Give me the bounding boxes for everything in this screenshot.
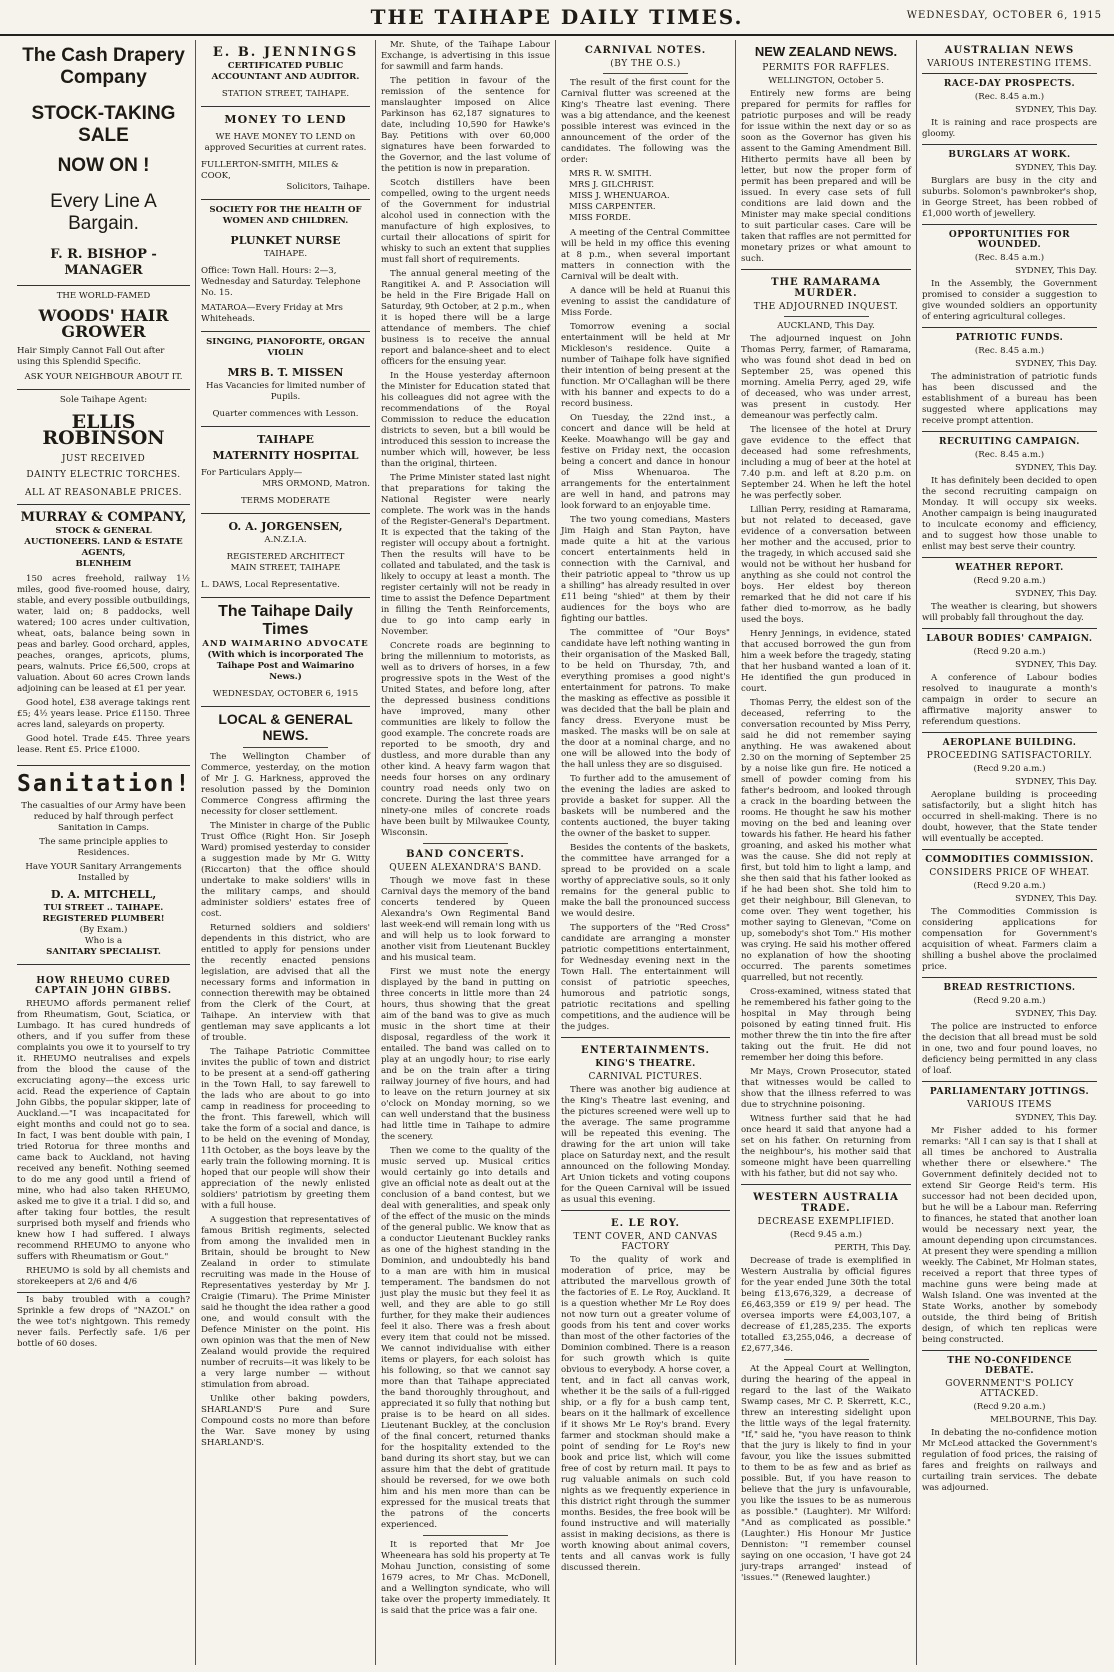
aus-item-head: PARLIAMENTARY JOTTINGS. <box>929 1087 1090 1097</box>
aus-item-sub: CONSIDERS PRICE OF WHEAT. <box>929 868 1090 878</box>
aus-item-text: Mr Fisher added to his former remarks: "All I can say is that I shall at all times be anchored to Australia whether there or elsewhere." The Government definitely decided not to extend Sir George Reid's term. His successor had not been decided upon, but he will be a Labour man. Referring to finances, he stated that another loan would be necessary next year, the amount depending upon circumstances. At present they were spending a million weekly. The Cabinet, Mr Holman states, received a report that three types of machine guns were being made at Walsh Island. One was invented at the State Works, another by somebody outside, the third being of British design, of which ten replicas were being constructed. <box>922 1126 1097 1345</box>
aus-item <box>922 224 1097 323</box>
wa-rec: (Recd 9.45 a.m.) <box>790 1230 862 1240</box>
rheumo-p1: RHEUMO affords permanent relief from Rheumatism, Gout, Sciatica, or Lumbago. It has cured hundreds of others, and if you suffer from these complaints you owe it to yourself to try it. RHEUMO neutralises and expels from the blood the cause of the excruciating agony—the excess uric acid. Read the experience of Captain John Gibbs, the popular skipper, late of Auckland.—"I was incapacitated for eight months and could not go to sea. In fact, I was bent double with pain, I tried Rotorua for three months and came back to Auckland, not having received any benefit. Nothing seemed to do me any good until a friend of mine, who had also taken RHEUMO, asked me to give it a trial. I did so, and after taking four bottles, the result surprised both myself and friends who knew how I had suffered. I always recommend RHEUMO to anyone who suffers with Rheumatism or Gout." <box>17 999 190 1262</box>
aus-item-text: The police are instructed to enforce the decision that all bread must be sold in one, two and four pound loaves, no deficiency being permitted in any class of loaf. <box>922 1022 1097 1076</box>
cash-drapery-ad <box>17 40 190 286</box>
mitchell-name: D. A. MITCHELL, <box>50 888 157 901</box>
aus-item-head: WEATHER REPORT. <box>955 563 1064 573</box>
aus-item-head: PATRIOTIC FUNDS. <box>955 333 1064 343</box>
aus-item-rec: (Recd 9.20 a.m.) <box>973 1402 1046 1412</box>
hospital-ad <box>201 427 370 514</box>
candidate: MISS FORDE. <box>569 213 631 223</box>
carnival-sub: (BY THE O.S.) <box>610 59 681 69</box>
aus-item-rec: (Recd 9.20 a.m.) <box>973 881 1046 891</box>
masthead-date: WEDNESDAY, OCTOBER 6, 1915 <box>906 10 1102 21</box>
jennings-name: E. B. JENNINGS <box>212 45 359 60</box>
woods-line1: Hair Simply Cannot Fall Out after using this Splendid Specific. <box>17 346 165 367</box>
murder-dateline: AUCKLAND, This Day. <box>777 321 875 331</box>
mitchell-plumber: REGISTERED PLUMBER! <box>42 914 165 924</box>
aus-item-head: THE NO-CONFIDENCE DEBATE. <box>947 1356 1072 1376</box>
entertainments-para: There was another big audience at the King's Theatre last evening, and the pictures screened were well up to the average. The same programme will be repeated this evening. The drawing for the art union will take place on Saturday next, and the result announced on the following Monday. Art Union tickets and voting coupons for the Queen Carnival will be issued as usual this evening. <box>561 1085 730 1205</box>
local-news-head: LOCAL & GENERAL NEWS. <box>218 711 353 743</box>
aus-item-head: RACE-DAY PROSPECTS. <box>943 79 1076 89</box>
aus-item-text: Aeroplane building is proceeding satisfactorily, but a slight hitch has occurred in shell-making. There is no doubt, however, that the State tender will eventually be accepted. <box>922 790 1097 844</box>
band-para-2: First we must note the energy displayed by the band in putting on three concerts in little more than 24 hours, thus showing that the great aim of the band was to give as much music in the short time at their disposal, regardless of the work it entailed. The band was called on to play at an ungodly hour; to rise early and be on the train after a tiring railway journey of five hours, and had to leave on the return journey at six o'clock on Monday morning, so we can well understand that the business had little time in Taihape to admire the scenery. <box>381 967 550 1142</box>
raffles-para: Entirely new forms are being prepared for permits for raffles for patriotic purposes and will be ready for issue within the next day or so as soon as the Governor has given his assent to the Gaming Amendment Bill. Hitherto permits have all been by letter, but now the proper form of permit has been prepared and will be issued. In every case sets of full conditions are laid down and the Minister may make special conditions to suit particular cases. Care will be taken that raffles are not permitted for monetary prizes or what amount to such. <box>741 89 911 264</box>
hospital-l2: MRS ORMOND, Matron. <box>262 479 370 489</box>
sanitation-p3: Have YOUR Sanitary Arrangements Installed by <box>25 862 182 883</box>
hospital-l3: TERMS MODERATE <box>240 496 331 506</box>
aus-item <box>922 977 1097 1077</box>
raffles-dateline: WELLINGTON, October 5. <box>768 76 884 86</box>
aus-item-head: LABOUR BODIES' CAMPAIGN. <box>926 634 1093 644</box>
candidate: MRS J. GILCHRIST. <box>569 180 655 190</box>
carnival-para: The two young comedians, Masters Jim Haigh and Stan Payton, have made quite a hit at the various concert entertainments held in connection with the Carnival, and their patriotic appeal to "throw us up a shilling" has already resulted in over £11 being "shied" at them by their audiences for the boys who are fighting our battles. <box>561 515 730 624</box>
aus-item-text: It has definitely been decided to open the second recruiting campaign on Monday. It will occupy six weeks. Another campaign is being inaugurated to inculcate economy and efficiency, and to suggest how those unable to enlist may best serve their country. <box>922 476 1097 552</box>
murder-para: Witness further said that he had once heard it said that anyone had a set on his father. On returning from the neighbour's, his mother said that someone might have been quarrelling with his father, but did not say who. <box>741 1114 911 1179</box>
money-head: MONEY TO LEND <box>224 113 347 126</box>
cash-drapery-name: The Cash Drapery Company <box>22 45 185 88</box>
carnival-para: A meeting of the Central Committee will be held in my office this evening at 8 p.m., when several important matters in connection with the Carnival will be dealt with. <box>561 228 730 282</box>
carnival-para: Besides the contents of the baskets, the committee have arranged for a spread to be provided on a scale worthy of appreciative souls, so it only remains for the general public to make the ball the pronounced success we would desire. <box>561 843 730 919</box>
agent-label: Sole Taihape Agent: <box>59 395 148 405</box>
col3-para-2: The petition in favour of the remission of the sentence for manslaughter imposed on Alice Parkinson has 62,187 signatures to date, including 10,590 for Hawke's Bay. Petitions with over 60,000 signatures have been forwarded to the Governor, and the last volume of the petition is now in preparation. <box>381 76 550 174</box>
entertainments-head: ENTERTAINMENTS. <box>580 1045 711 1056</box>
agent-name: ELLIS ROBINSON <box>42 411 165 449</box>
aus-head: AUSTRALIAN NEWS <box>944 45 1075 56</box>
raffles-head: PERMITS FOR RAFFLES. <box>762 63 890 73</box>
sanitation-p1: The casualties of our Army have been reduced by half through perfect Sanitation in Camps. <box>21 801 186 833</box>
jorgensen-l3: L. DAWS, Local Representative. <box>201 580 340 590</box>
murder-para: Mr Mays, Crown Prosecutor, stated that witnesses would be called to show that the illness referred to was due to strychnine poisoning. <box>741 1067 911 1110</box>
wa-sub: DECREASE EXEMPLIFIED. <box>757 1217 895 1227</box>
carnival-para: To further add to the amusement of the evening the ladies are asked to provide a basket for supper. All the baskets will be numbered and the contents auctioned, the buyer taking the owner of the basket to supper. <box>561 774 730 839</box>
carnival-para: The committee of "Our Boys" candidate have left nothing wanting in their organisation of the Masked Ball, to be held on Thursday, 7th, and everything promises a good night's entertainment for patrons. To make the masking as effective as possible it was decided that the ball be plain and fancy dress. Everyone must be masked. The masks will be on sale at the door at a nominal charge, and no one will be allowed into the body of the hall unless they are so disguised. <box>561 628 730 770</box>
aus-item-rec: (Rec. 8.45 a.m.) <box>974 346 1045 356</box>
woods-name: WOODS' HAIR GROWER <box>38 306 169 341</box>
murder-para: The licensee of the hotel at Drury gave evidence to the effect that deceased had some refreshments, including a mug of beer at the hotel at 7.40 p.m. and left at 8.20 p.m. on September 24. When he left the hotel he was perfectly sober. <box>741 425 911 501</box>
torches-line1: JUST RECEIVED <box>61 454 146 464</box>
nazol-text: Is baby troubled with a cough? Sprinkle a few drops of "NAZOL" on the wee tot's nightgown. This remedy never fails. Perfectly safe. 1/6 per bottle of 60 doses. <box>17 1295 190 1349</box>
murray-sub: STOCK & GENERAL AUCTIONEERS. LAND & ESTATE AGENTS, <box>24 526 183 558</box>
masthead <box>0 0 1114 36</box>
local-para-4: The Taihape Patriotic Committee invites the public of town and district to be present at a send-off gathering in the Town Hall, to say farewell to the lads who are about to go into camp in readiness for proceeding to the front. This farewell, which will take the form of a social and dance, is to be held on the evening of Monday, 11th October, as the boys leave by the early train the following morning. It is hoped that our people will show their appreciation of the newly enlisted soldiers' patriotism by greeting them with a full house. <box>201 1047 370 1211</box>
aus-item-rec: (Rec. 8.45 a.m.) <box>974 450 1045 460</box>
aus-item-rec: (Recd 9.20 a.m.) <box>973 576 1046 586</box>
rheumo-ad <box>17 969 190 1288</box>
aus-item-text: The weather is clearing, but showers will probably fall throughout the day. <box>922 602 1097 623</box>
aus-item <box>922 1081 1097 1346</box>
jennings-addr: STATION STREET, TAIHAPE. <box>221 89 350 99</box>
local-para-2: The Minister in charge of the Public Trust Office (Right Hon. Sir Joseph Ward) promised yesterday to consider a suggestion made by Mr G. Witty (Riccarton) that the office should undertake to make soldiers' wills in the military camps, and should administer soldiers' estates free of cost. <box>201 821 370 919</box>
aus-item-head: OPPORTUNITIES FOR WOUNDED. <box>948 230 1071 250</box>
aus-item-sub: PROCEEDING SATISFACTORILY. <box>926 751 1093 761</box>
aus-item <box>922 1350 1097 1494</box>
kings-theatre: KING'S THEATRE. <box>595 1059 696 1069</box>
aus-item-head: BREAD RESTRICTIONS. <box>943 983 1076 993</box>
leroy-head: E. LE ROY. <box>610 1218 681 1229</box>
plunket-nurse: PLUNKET NURSE <box>230 234 341 247</box>
aus-item-head: COMMODITIES COMMISSION. <box>925 855 1094 865</box>
money-firm: FULLERTON-SMITH, MILES & COOK, <box>201 160 339 181</box>
missen-name: MRS B. T. MISSEN <box>227 366 344 379</box>
aus-items <box>922 73 1097 1494</box>
jorgensen-l1: REGISTERED ARCHITECT <box>226 552 345 562</box>
murder-para: Lillian Perry, residing at Ramarama, but not related to deceased, gave evidence of a conversation between her mother and the accused, prior to the tragedy, in which accused said she would not be without her husband for anything as she could not control the boys. Her eldest boy thereon remarked that he did not care if his father died to-morrow, as he badly used the boys. <box>741 505 911 625</box>
aus-item <box>922 732 1097 845</box>
appeal-para: At the Appeal Court at Wellington, during the hearing of the appeal in regard to the last of the Waikato Swamp cases, Mr C. P. Skerrett, K.C., threw an interesting sidelight upon the little ways of the legal fraternity. "If," said he, "you have reason to think that the jury is likely to find in your favour, you like the issues submitted to them to be as few and as brief as possible. But, if you have reason to believe that the jury is unfavourable, you like the issues to be as numerous as possible." (Laughter). Mr Wilford: "And as complicated as possible." (Laughter.) His Honour Mr Justice Denniston: "I remember counsel saying on one occasion, 'I have got 24 jury-traps arranged' instead of 'issues.'" (Renewed laughter.) <box>741 1364 911 1583</box>
candidate: MISS CARPENTER. <box>569 202 656 212</box>
aus-item-rec: (Recd 9.20 a.m.) <box>973 996 1046 1006</box>
band-para-4: It is reported that Mr Joe Wheeneara has sold his property at Te Mohau Junction, consisting of some 1679 acres, to Mr Chas. McDonell, and a Wellington syndicate, who will take over the property immediately. It is said that the price was a fair one. <box>381 1540 550 1616</box>
local-para-1: The Wellington Chamber of Commerce, yesterday, on the motion of Mr J. G. Harkness, approved the resolution passed by the Dominion Commerce Congress affirming the necessity for closer settlement. <box>201 752 370 817</box>
aus-item-text: The Commodities Commission is considering applications for compensation for Government's acquisition of wheat. Farmers claim a shilling a bushel above the proclaimed price. <box>922 907 1097 972</box>
woods-line2: ASK YOUR NEIGHBOUR ABOUT IT. <box>24 372 183 382</box>
money-role: Solicitors, Taihape. <box>286 182 370 192</box>
column-4 <box>555 40 735 1665</box>
paper-nameplate <box>201 598 370 707</box>
torches-line3: ALL AT REASONABLE PRICES. <box>24 488 183 498</box>
plunket-p2: MATAROA—Every Friday at Mrs Whiteheads. <box>201 303 343 324</box>
column-6 <box>916 40 1102 1665</box>
local-para-3: Returned soldiers and soldiers' dependents in this district, who are entitled to apply for pensions under the recently enacted pensions legislation, are advised that all the necessary forms and information in connection therewith may be obtained from the Clerk of the Court, at Taihape. An interview with that gentleman may save applicants a lot of trouble. <box>201 923 370 1043</box>
missen-line: SINGING, PIANOFORTE, ORGAN VIOLIN <box>206 337 365 358</box>
aus-item-dateline: SYDNEY, This Day. <box>1015 463 1097 473</box>
murder-para: Thomas Perry, the eldest son of the deceased, referring to the conversation recounted by Miss Perry, said he did not remember saying anything. He was awakened about 2.30 on the morning of September 25 by a noise like gun fire. He noticed a smell of powder coming from his father's bedroom, and looked through a crack in the boarding between the rooms. He thought he saw his mother moving on the bed and leaning over towards his father. He heard his father groaning, and asked his mother what was the cause. She did not reply at first, but told him to light a lamp, and she then said that his father looked as if he had been shot. She told him to get their neighbour, Bill Glenevan, to come over. They went together, his mother saying to Glenevan, "Come on up, somebody's shot Tom." His mother was crying. He said his mother offered no explanation of how the shooting occurred. The parents sometimes quarrelled, but not recently. <box>741 698 911 983</box>
aus-item <box>922 557 1097 624</box>
rheumo-p2: RHEUMO is sold by all chemists and storekeepers at 2/6 and 4/6 <box>17 1266 190 1287</box>
aus-item <box>922 327 1097 427</box>
aus-item-head: BURGLARS AT WORK. <box>948 150 1071 160</box>
murder-sub: THE ADJOURNED INQUEST. <box>753 302 899 312</box>
jorgensen-ad <box>201 514 370 598</box>
candidate: MISS J. WHENUAROA. <box>569 191 670 201</box>
murray-ad <box>17 505 190 766</box>
every-line-bargain: Every Line A Bargain. <box>50 191 157 234</box>
band-para-3: Then we come to the quality of the music served up. Musical critics would certainly go into details and give an official note as dealt out at the conclusion of a band contest, but we deal with generalities, and speak only of the effect of the music on the minds of the general public. We know that as a conductor Lieutenant Buckley ranks as one of the highest standing in the Dominion, and undoubtedly his band to a man are with him in musical temperament. The bandsmen do not just play the music but they feel it as well, and they are able to go still further, for they make their audiences feel it also. There was a fresh about every item that could not be missed. We cannot individualise with either items or players, for each soloist has his following, so that we cannot say more than that Taihape appreciated the band thoroughly throughout, and appreciated it so fully that nothing but praise is to be heard on all sides. Lieutenant Buckley, at the conclusion of the final concert, returned thanks for the hospitality extended to the band during its short stay, but we can assure him that the debt of gratitude should be reversed, for we owe both him and his men more than can be expressed for the musical treats that the patrons of the concerts experienced. <box>381 1146 550 1530</box>
plunket-society: SOCIETY FOR THE HEALTH OF WOMEN AND CHILDREN. <box>209 205 362 226</box>
aus-item <box>922 144 1097 220</box>
sanitation-p2: The same principle applies to Residences. <box>39 837 168 858</box>
hospital-head1: TAIHAPE <box>257 433 314 446</box>
carnival-para: On Tuesday, the 22nd inst., a concert and dance will be held at Keeke. Moawhango will be gay and festive on Friday next, the occasion being a concert and dance in honour of Miss Whenuaroa. The arrangements for the entertainment are well in hand, and patrons may look forward to an enjoyable time. <box>561 413 730 511</box>
col3-para-5: In the House yesterday afternoon the Minister for Education stated that his colleagues did not agree with the recommendations of the Royal Commission to reduce the education districts to seven, but a bill would be introduced this session to increase the number which will, however, be less than the original, thirteen. <box>381 371 550 469</box>
woods-intro: THE WORLD-FAMED <box>56 291 151 301</box>
wa-dateline: PERTH, This Day. <box>834 1243 911 1253</box>
plunket-ad <box>201 200 370 332</box>
aus-item-rec: (Recd 9.20 a.m.) <box>973 647 1046 657</box>
band-para-1: Though we move fast in these Carnival days the memory of the band concerts tendered by Queen Alexandra's Own Regimental Band last week-end will remain long with us and will help us to look forward to another visit from Lieutenant Buckley and his musical team. <box>381 876 550 963</box>
torches-line2: DAINTY ELECTRIC TORCHES. <box>26 470 181 480</box>
mitchell-exam: (By Exam.) <box>79 925 128 935</box>
col3-para-6: The Prime Minister stated last night that preparations for taking the National Register were nearly complete. The work was in the hands of the Register-General's Department. It is expected that the taking of the register will occupy about a fortnight. Then the results will have to be collated and tabulated, and the task is likely to occupy at least a month. The register certainly will not be ready in time to assist the Defence Department in filling the Tenth Reinforcements, due to go into camp early in November. <box>381 473 550 637</box>
aus-item-text: In the Assembly, the Government promised to consider a suggestion to give wounded soldiers an opportunity of entering agricultural colleges. <box>922 279 1097 322</box>
col3-para-7: Concrete roads are beginning to bring the millennium to motorists, as well as to drivers of horses, in a few progressive spots in the West of the United States, and before long, after the depressed business conditions have improved, many other communities are likely to follow the good example. The concrete roads are reported to be smooth, dry and dustless, and more durable than any other kind. A heavy farm wagon that needs four horses on any ordinary country road needs only two on concrete. During the last three years ninety-one miles of concrete roads have been built by Milwaukee County, Wisconsin. <box>381 641 550 838</box>
hospital-head2: MATERNITY HOSPITAL <box>212 449 359 462</box>
column-3 <box>375 40 555 1665</box>
missen-p1: Has Vacancies for limited number of Pupils. <box>206 381 365 402</box>
carnival-p1: The result of the first count for the Carnival flutter was screened at the King's Theatre last evening. There was a big attendance, and the keenest possible interest was evinced in the announcement of the order of the candidates. The following was the order: <box>561 78 730 165</box>
carnival-para: The supporters of the "Red Cross" candidate are arranging a monster patriotic competitions entertainment, for Wednesday evening next in the Town Hall. The entertainment will consist of patriotic speeches, humorous and patriotic songs, patriotic recitations and spelling competitions, and the audience will be the judges. <box>561 923 730 1032</box>
murray-name: MURRAY & COMPANY, <box>20 510 187 525</box>
aus-item-text: It is raining and race prospects are gloomy. <box>922 118 1097 139</box>
aus-item-sub: GOVERNMENT'S POLICY ATTACKED. <box>945 1379 1074 1399</box>
aus-item-dateline: SYDNEY, This Day. <box>1015 105 1097 115</box>
murder-para: Cross-examined, witness stated that he remembered his father going to the hospital in May through being poisoned by eating tinned fruit. His mother threw the tin into the fire after taking out the fruit. He did not remember her doing this before. <box>741 987 911 1063</box>
ellis-robinson-ad <box>17 390 190 505</box>
col3-para-4: The annual general meeting of the Rangitikei A. and P. Association will be held in the Fire Brigade Hall on Saturday, 9th October, at 2 p.m., when it is hoped there will be a large attendance of members. The chief business is to receive the annual report and balance-sheet and to elect officers for the ensuing year. <box>381 269 550 367</box>
aus-item-dateline: SYDNEY, This Day. <box>1015 894 1097 904</box>
aus-item-dateline: SYDNEY, This Day. <box>1015 1009 1097 1019</box>
aus-item-dateline: SYDNEY, This Day. <box>1015 589 1097 599</box>
carnival-pictures: CARNIVAL PICTURES. <box>588 1072 703 1082</box>
murder-head: THE RAMARAMA MURDER. <box>771 277 881 299</box>
masthead-title: THE TAIHAPE DAILY TIMES. <box>370 5 744 29</box>
aus-item-head: RECRUITING CAMPAIGN. <box>939 437 1080 447</box>
paper-note: (With which is incorporated The Taihape Post and Waimarino News.) <box>207 650 364 682</box>
missen-ad <box>201 332 370 427</box>
woods-ad <box>17 286 190 390</box>
aus-item <box>922 73 1097 140</box>
carnival-para: Tomorrow evening a social entertainment will be held at Mr Mickleson's residence. Quite a number of Taihape folk have signified their intention of being present at the function. Mr O'Callaghan will be there with his banner and expects to do a record business. <box>561 322 730 409</box>
manager-line: F. R. BISHOP - MANAGER <box>50 247 157 278</box>
column-5 <box>735 40 916 1665</box>
aus-sub: VARIOUS INTERESTING ITEMS. <box>927 59 1092 69</box>
jorgensen-l2: MAIN STREET, TAIHAPE <box>230 563 341 573</box>
aus-item-rec: (Rec. 8.45 a.m.) <box>974 253 1045 263</box>
col3-para-1: Mr. Shute, of the Taihape Labour Exchange, is advertising in this issue for sawmill and farm hands. <box>381 40 550 72</box>
local-para-6: Unlike other baking powders, SHARLAND'S Pure and Sure Compound costs no more than before the War. Save money by using SHARLAND'S. <box>201 1394 370 1448</box>
murray-p3: Good hotel. Trade £45. Three years lease. Rent £5. Price £1000. <box>17 734 190 755</box>
aus-item-sub: VARIOUS ITEMS <box>967 1100 1052 1110</box>
sanitation-head: Sanitation! <box>17 771 192 797</box>
nazol-ad <box>17 1292 190 1350</box>
wa-para: Decrease of trade is exemplified in Western Australia by official figures for the year ended June 30th the total being £13,676,329, a decrease of £6,463,359 or £19 9/ per head. The oversea imports were £4,003,107, a decrease of £1,285,235. The exports totalled £3,255,046, a decrease of £2,677,346. <box>741 1256 911 1354</box>
jennings-ad <box>201 40 370 107</box>
aus-item-text: In debating the no-confidence motion Mr McLeod attacked the Government's regulation of food prices, the raising of fares and freights on railways and curtailing train services. The debate was adjourned. <box>922 1428 1097 1493</box>
murray-p1: 150 acres freehold, railway 1½ miles, good five-roomed house, dairy, stable, and every possible outbuildings, water, laid on; 8 paddocks, well watered; 100 acres under cultivation, wheat, oats, balance being sown in peas and barley. Good orchard, apples, peaches, oranges, apricots, plums, pears, walnuts. Price £6,500, crops at valuation. About 60 acres Crown lands adjoining can be leased at £1 per year. <box>17 574 190 694</box>
band-head: BAND CONCERTS. <box>406 849 525 860</box>
mitchell-specialist: SANITARY SPECIALIST. <box>46 947 161 957</box>
aus-item-dateline: SYDNEY, This Day. <box>1015 266 1097 276</box>
rheumo-head: HOW RHEUMO CURED CAPTAIN JOHN GIBBS. <box>34 976 173 996</box>
carnival-para: A dance will be held at Ruanui this evening to assist the candidature of Miss Forde. <box>561 286 730 318</box>
aus-item-text: A conference of Labour bodies resolved to inaugurate a month's campaign in order to secure an affirmative majority answer to referendum questions. <box>922 673 1097 727</box>
jorgensen-name: O. A. JORGENSEN, <box>228 520 343 533</box>
paper-sub: AND WAIMARINO ADVOCATE <box>202 639 369 649</box>
mitchell-who: Who is a <box>84 936 123 946</box>
murray-place: BLENHEIM <box>75 559 132 569</box>
murray-p2: Good hotel, £38 average takings rent £5; 4½ years lease. Price £1150. Three acres land, saleyards on property. <box>17 698 190 730</box>
col3-para-3: Scotch distillers have been compelled, owing to the urgent needs of the Government for industrial alcohol used in connection with the manufacture of high explosives, to curtail their allocations of spirit for whisky to such an extent that supplies must fall short of requirements. <box>381 178 550 265</box>
carnival-head: CARNIVAL NOTES. <box>584 45 707 56</box>
aus-item <box>922 849 1097 973</box>
stock-taking-sale: STOCK-TAKING SALE <box>31 103 176 146</box>
band-sub: QUEEN ALEXANDRA'S BAND. <box>389 863 542 873</box>
jennings-title: CERTIFICATED PUBLIC ACCOUNTANT AND AUDITOR. <box>211 61 360 82</box>
hospital-l1: For Particulars Apply— <box>201 468 303 478</box>
aus-item-rec: (Recd 9.20 a.m.) <box>973 764 1046 774</box>
murder-para: The adjourned inquest on John Thomas Perry, farmer, of Ramarama, who was found shot dead in bed on September 25, was opened this morning. Amelia Perry, aged 29, wife of deceased, who was under arrest, was present in custody. Her demeanour was perfectly calm. <box>741 334 911 421</box>
plunket-place: TAIHAPE. <box>263 249 308 259</box>
now-on: NOW ON ! <box>57 155 150 176</box>
aus-item <box>922 628 1097 728</box>
aus-item-text: Burglars are busy in the city and suburbs. Solomon's pawnbroker's shop, in George Street, has been robbed of £1,000 worth of jewellery. <box>922 176 1097 219</box>
aus-item-dateline: SYDNEY, This Day. <box>1015 359 1097 369</box>
plunket-p1: Office: Town Hall. Hours: 2—3, Wednesday and Saturday. Telephone No. 15. <box>201 266 361 298</box>
aus-item-text: The administration of patriotic funds has been discussed and the establishment of a bureau has been suggested where applications may receive prompt attention. <box>922 372 1097 426</box>
paper-date: WEDNESDAY, OCTOBER 6, 1915 <box>212 689 359 699</box>
aus-item-dateline: SYDNEY, This Day. <box>1015 660 1097 670</box>
leroy-sub: TENT COVER, AND CANVAS FACTORY <box>573 1232 718 1252</box>
murder-para: Henry Jennings, in evidence, stated that accused borrowed the gun from him a week before the tragedy, stating that her husband wanted a loan of it. He identified the gun produced in court. <box>741 629 911 694</box>
mitchell-street: TUI STREET .. TAIHAPE. <box>43 903 164 913</box>
aus-item-rec: (Rec. 8.45 a.m.) <box>974 92 1045 102</box>
aus-item-dateline: SYDNEY, This Day. <box>1015 777 1097 787</box>
aus-item-dateline: SYDNEY, This Day. <box>1015 1113 1097 1123</box>
money-p1: WE HAVE MONEY TO LEND on approved Securities at current rates. <box>204 132 367 153</box>
carnival-candidates <box>569 169 730 224</box>
column-2 <box>195 40 375 1665</box>
aus-item-head: AEROPLANE BUILDING. <box>942 738 1077 748</box>
aus-item-dateline: SYDNEY, This Day. <box>1015 163 1097 173</box>
wa-head: WESTERN AUSTRALIA TRADE. <box>753 1192 899 1214</box>
local-para-5: A suggestion that representatives of famous British regiments, selected from among the invalided men in Britain, should be brought to New Zealand in order to stimulate recruiting was made in the House of Representatives yesterday by Mr J. Craigie (Timaru). The Prime Minister said he thought the idea rather a good one, and would consult with the Defence Minister on the point. His own opinion was that the men of New Zealand would provide the required number of recruits—it was likely to be a very large number — without stimulation from abroad. <box>201 1215 370 1390</box>
column-1 <box>12 40 195 1665</box>
jorgensen-sub: A.N.Z.I.A. <box>264 535 307 545</box>
paper-name: The Taihape Daily Times <box>218 603 353 638</box>
nz-news-head: NEW ZEALAND NEWS. <box>754 44 898 59</box>
candidate: MRS R. W. SMITH. <box>569 169 652 179</box>
sanitation-ad <box>17 766 190 965</box>
money-ad <box>201 107 370 200</box>
aus-item-dateline: MELBOURNE, This Day. <box>990 1415 1097 1425</box>
aus-item <box>922 431 1097 553</box>
leroy-para: To the quality of work and moderation of price, may be attributed the marvellous growth of the factories of E. Le Roy, Auckland. It is a question whether Mr Le Roy does not now turn out a greater volume of goods from his tent and cover works than most of the other factories of the Dominion combined. There is a reason for such growth which is quite obvious to everybody. A horse cover, a tent, and in fact all canvas work, whether it be the sails of a full-rigged ship, or a fly for a bush camp tent, bears on it the hallmark of excellence if it shows Mr Le Roy's brand. Every farmer and stockman should make a point of sending for Le Roy's new book and price list, which will come free of cost by return mail. It pays to rug valuable animals on such cold nights as we frequently experience in this district right through the summer months. Besides, the free book will be found instructive and will materially assist in making decisions, as there is worth knowing about animal covers, tents and all canvas work is fully discussed therein. <box>561 1255 730 1573</box>
missen-p2: Quarter commences with Lesson. <box>212 409 359 419</box>
